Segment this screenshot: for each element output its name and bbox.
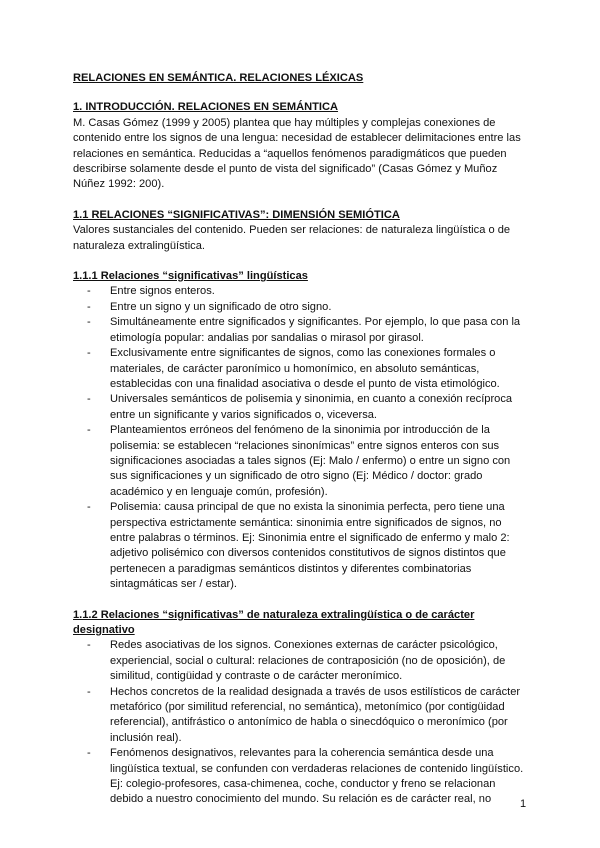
list-item-line: - Hechos concretos de la realidad designada a través de usos estilísticos de carácter bbox=[110, 685, 521, 698]
list-item-line: materiales, de carácter paronímico u homonímico, en absoluto semánticas, bbox=[110, 362, 480, 375]
list-item bbox=[73, 392, 533, 423]
spacer bbox=[73, 593, 533, 608]
list-item-line: - Entre signos enteros. bbox=[110, 285, 215, 298]
page-number: 1 bbox=[520, 798, 527, 810]
list-item bbox=[73, 315, 533, 346]
paragraph-line: contenido entre los signos de una lengua: necesidad de establecer delimitaciones entre las bbox=[73, 132, 521, 145]
list-item bbox=[73, 685, 533, 747]
list-item-line: perspectiva estrictamente semántica: sinonimia entre significados de signos, no bbox=[110, 516, 502, 529]
list-item-line: - Fenómenos designativos, relevantes para la coherencia semántica desde una bbox=[110, 747, 494, 760]
heading-line: designativo bbox=[73, 624, 135, 636]
paragraph-line: describirse solamente desde el punto de vista del significado” (Casas Gómez y Muñoz bbox=[73, 163, 498, 176]
list-item-line: - Polisemia: causa principal de que no exista la sinonimia perfecta, pero tiene una bbox=[110, 501, 505, 514]
list-item bbox=[73, 423, 533, 500]
paragraph-line: M. Casas Gómez (1999 y 2005) plantea que hay múltiples y complejas conexiones de bbox=[73, 116, 496, 129]
paragraph-line: Valores sustanciales del contenido. Pueden ser relaciones: de naturaleza lingüística o de bbox=[73, 224, 511, 237]
section-paragraph-dimension-semiotica bbox=[73, 223, 533, 254]
bullet-list-linguisticas bbox=[73, 284, 533, 592]
document-body bbox=[73, 71, 533, 808]
document-title: RELACIONES EN SEMÁNTICA. RELACIONES LÉXICAS bbox=[73, 72, 364, 84]
list-item-line: inclusión real). bbox=[110, 731, 182, 744]
list-item-line: similitud, contigüidad y contraste o de carácter meronímico. bbox=[110, 670, 403, 683]
list-item-line: entre palabras o términos. Ej: Sinonimia entre el significado de enfermo y malo 2: bbox=[110, 531, 510, 544]
list-item-line: académico y en lenguaje común, profesión). bbox=[110, 485, 328, 498]
paragraph-line: naturaleza extralingüística. bbox=[73, 239, 205, 252]
list-item-line: lingüística textual, se confunden con verdaderas relaciones de contenido lingüístico. bbox=[110, 762, 524, 775]
list-item-line: etimología popular: andalias por sandalias o mirasol por girasol. bbox=[110, 331, 424, 344]
list-item-line: sus significaciones y un significado de otro signo (Ej: Médico / doctor: grado bbox=[110, 470, 483, 483]
list-item-line: - Simultáneamente entre significados y significantes. Por ejemplo, lo que pasa con la bbox=[110, 316, 521, 329]
section-heading-linguisticas: 1.1.1 Relaciones “significativas” lingüísticas bbox=[73, 270, 308, 283]
list-item-line: pertenecen a paradigmas semánticos distintos y diferentes combinatorias bbox=[110, 562, 472, 575]
list-item bbox=[73, 346, 533, 392]
list-item bbox=[73, 638, 533, 684]
list-item-line: - Redes asociativas de los signos. Conexiones externas de carácter psicológico, bbox=[110, 639, 498, 652]
section-paragraph-introduccion bbox=[73, 116, 533, 193]
list-item-line: - Exclusivamente entre significantes de signos, como las conexiones formales o bbox=[110, 347, 496, 360]
list-item-line: experiencial, social o cultural: relaciones de contraposición (no de oposición), de bbox=[110, 654, 506, 667]
spacer bbox=[73, 254, 533, 269]
list-item bbox=[73, 300, 533, 315]
list-item-line: - Planteamientos erróneos del fenómeno de la sinonimia por introducción de la bbox=[110, 424, 490, 437]
list-item-line: sintagmáticas ser / estar). bbox=[110, 578, 238, 591]
heading-line: 1.1.2 Relaciones “significativas” de naturaleza extralingüística o de carácter bbox=[73, 608, 475, 621]
list-item-line: Ej: colegio-profesores, casa-chimenea, coche, conductor y freno se relacionan bbox=[110, 778, 496, 791]
list-item-line: referencial), antifrástico o antonímico de habla o sinecdóquico o meronímico (por bbox=[110, 716, 508, 729]
paragraph-line: relaciones en semántica. Reducidas a “aquellos fenómenos paradigmáticos que pueden bbox=[73, 147, 507, 160]
list-item-line: - Entre un signo y un significado de otro signo. bbox=[110, 300, 332, 313]
section-heading-relaciones-significativas: 1.1 RELACIONES “SIGNIFICATIVAS”: DIMENSIÓN SEMIÓTICA bbox=[73, 208, 400, 221]
list-item-line: debido a nuestro conocimiento del mundo. Su relación es de carácter real, no bbox=[110, 793, 492, 806]
list-item-line: metafórico (por similitud referencial, no semántica), metonímico (por contigüidad bbox=[110, 701, 505, 714]
list-item bbox=[73, 500, 533, 592]
list-item-line: - Universales semánticos de polisemia y sinonimia, en cuanto a conexión recíproca bbox=[110, 393, 513, 406]
list-item-line: entre un significante y varios significados o, viceversa. bbox=[110, 408, 377, 421]
list-item bbox=[73, 746, 533, 808]
spacer bbox=[73, 193, 533, 208]
list-item-line: establecidas con una finalidad asociativa o desde el punto de vista etimológico. bbox=[110, 377, 500, 390]
section-heading-extralinguisticas bbox=[73, 608, 533, 639]
list-item-line: adjetivo polisémico con diversos contenidos constitutivos de signos distintos que bbox=[110, 547, 506, 560]
list-item-line: polisemia: se establecen “relaciones sinonímicas” entre signos enteros con sus bbox=[110, 439, 500, 452]
paragraph-line: Núñez 1992: 200). bbox=[73, 178, 165, 191]
bullet-list-extralinguisticas bbox=[73, 638, 533, 807]
list-item bbox=[73, 284, 533, 299]
section-heading-introduccion: 1. INTRODUCCIÓN. RELACIONES EN SEMÁNTICA bbox=[73, 101, 339, 114]
list-item-line: significaciones asociadas a tales signos (Ej: Malo / enfermo) o entre un signo con bbox=[110, 454, 511, 467]
